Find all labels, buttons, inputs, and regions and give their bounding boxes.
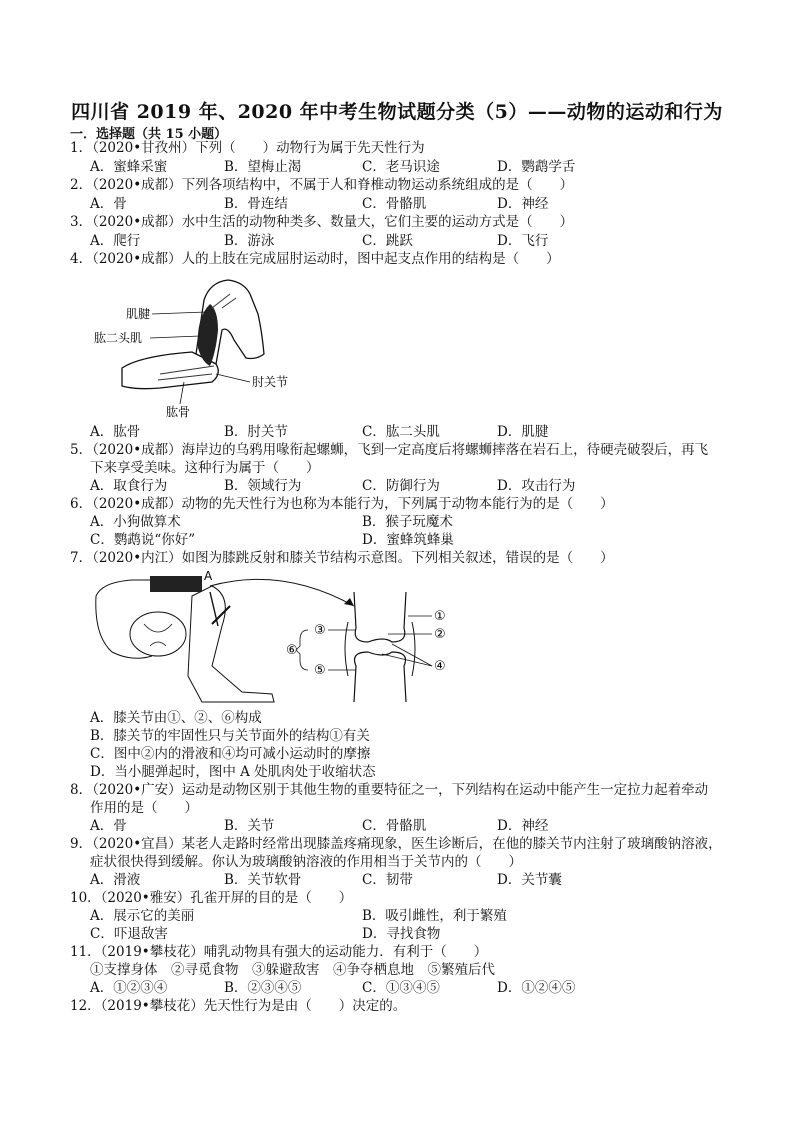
- q6-option-a: A．小狗做算术: [90, 514, 181, 530]
- question-4-stem: 4．（2020•成都）人的上肢在完成屈肘运动时，图中起支点作用的结构是（ ）: [70, 251, 560, 267]
- q2-option-a: A．骨: [90, 196, 127, 212]
- q5-option-b: B．领域行为: [224, 478, 302, 494]
- label-elbow: 肘关节: [252, 375, 289, 389]
- label-tendon: 肌腱: [126, 307, 151, 321]
- q4-option-a: A．肱骨: [90, 424, 141, 440]
- label-4: ④: [434, 659, 446, 674]
- question-5-stem-line1: 5．（2020•成都）海岸边的乌鸦用喙衔起螺蛳，飞到一定高度后将螺蛳摔落在岩石上，待硬壳破裂后，再飞: [70, 442, 709, 458]
- q11-option-d: D．①②④⑤: [497, 980, 576, 996]
- q10-option-a: A．展示它的美丽: [90, 908, 195, 924]
- question-12-stem: 12．（2019•攀枝花）先天性行为是由（ ）决定的。: [70, 998, 407, 1014]
- question-9-stem-line1: 9．（2020•宜昌）某老人走路时经常出现膝盖疼痛现象，医生诊断后，在他的膝关节内注射了玻璃酸钠溶液，: [70, 836, 722, 852]
- q11-items: ①支撑身体 ②寻觅食物 ③躲避敌害 ④争夺栖息地 ⑤繁殖后代: [90, 962, 495, 978]
- q10-option-b: B．吸引雌性，利于繁殖: [362, 908, 507, 924]
- question-10-stem: 10．（2020•雅安）孔雀开屏的目的是（ ）: [70, 890, 353, 906]
- page-title: 四川省 2019 年、2020 年中考生物试题分类（5）——动物的运动和行为: [71, 101, 723, 123]
- question-11-stem: 11．（2019•攀枝花）哺乳动物具有强大的运动能力．有利于（ ）: [70, 944, 488, 960]
- q3-option-c: C．跳跃: [362, 233, 413, 249]
- label-3: ③: [314, 623, 326, 638]
- q2-option-c: C．骨骼肌: [362, 196, 427, 212]
- label-biceps: 肱二头肌: [94, 331, 143, 345]
- label-5: ⑤: [314, 663, 326, 678]
- q6-option-c: C．鹦鹉说“你好”: [90, 532, 196, 548]
- q8-option-b: B．关节: [224, 818, 275, 834]
- label-2: ②: [434, 627, 446, 642]
- q7-option-b: B．膝关节的牢固性只与关节面外的结构①有关: [90, 728, 370, 744]
- question-1-stem: 1．（2020•甘孜州）下列（ ）动物行为属于先天性行为: [70, 140, 425, 156]
- label-1: ①: [434, 609, 446, 624]
- arm-muscle-diagram: [94, 270, 320, 422]
- q9-option-a: A．滑液: [90, 872, 141, 888]
- question-2-stem: 2．（2020•成都）下列各项结构中，不属于人和脊椎动物运动系统组成的是（ ）: [70, 177, 574, 193]
- q5-option-c: C．防御行为: [362, 478, 440, 494]
- q7-option-a: A．膝关节由①、②、⑥构成: [90, 710, 262, 726]
- q6-option-b: B．猴子玩魔术: [362, 514, 453, 530]
- q5-option-d: D．攻击行为: [497, 478, 576, 494]
- q1-option-d: D．鹦鹉学舌: [497, 159, 576, 175]
- q7-option-d: D．当小腿弹起时，图中 A 处肌肉处于收缩状态: [90, 764, 376, 780]
- q8-option-d: D．神经: [497, 818, 549, 834]
- q8-option-a: A．骨: [90, 818, 127, 834]
- question-9-stem-line2: 症状很快得到缓解。你认为玻璃酸钠溶液的作用相当于关节内的（ ）: [90, 854, 522, 870]
- question-8-stem-line2: 作用的是（ ）: [90, 800, 198, 816]
- q8-option-c: C．骨骼肌: [362, 818, 427, 834]
- q6-option-d: D．蜜蜂筑蜂巢: [362, 532, 454, 548]
- q11-option-b: B．②③④⑤: [224, 980, 302, 996]
- question-5-stem-line2: 下来享受美味。这种行为属于（ ）: [90, 460, 320, 476]
- q9-option-c: C．韧带: [362, 872, 413, 888]
- q2-option-b: B．骨连结: [224, 196, 288, 212]
- label-a: A: [204, 569, 213, 583]
- q7-option-c: C．图中②内的滑液和④均可减小运动时的摩擦: [90, 746, 371, 762]
- q2-option-d: D．神经: [497, 196, 549, 212]
- q5-option-a: A．取食行为: [90, 478, 168, 494]
- q3-option-a: A．爬行: [90, 233, 141, 249]
- q3-option-b: B．游泳: [224, 233, 275, 249]
- q3-option-d: D．飞行: [497, 233, 549, 249]
- knee-joint-diagram: [92, 566, 472, 708]
- q10-option-c: C．吓退敌害: [90, 926, 168, 942]
- q1-option-b: B．望梅止渴: [224, 159, 302, 175]
- q9-option-b: B．关节软骨: [224, 872, 302, 888]
- question-3-stem: 3．（2020•成都）水中生活的动物种类多、数量大，它们主要的运动方式是（ ）: [70, 214, 574, 230]
- q4-option-b: B．肘关节: [224, 424, 288, 440]
- question-8-stem-line1: 8．（2020•广安）运动是动物区别于其他生物的重要特征之一，下列结构在运动中能产生一定拉力起着牵动: [70, 782, 709, 798]
- question-6-stem: 6．（2020•成都）动物的先天性行为也称为本能行为，下列属于动物本能行为的是（ ）: [70, 496, 614, 512]
- q11-option-a: A．①②③④: [90, 980, 168, 996]
- label-humerus: 肱骨: [166, 405, 191, 419]
- q10-option-d: D．寻找食物: [362, 926, 441, 942]
- q11-option-c: C．①③④⑤: [362, 980, 440, 996]
- question-7-stem: 7．（2020•内江）如图为膝跳反射和膝关节结构示意图。下列相关叙述，错误的是（ ）: [70, 550, 614, 566]
- label-6: ⑥: [286, 643, 298, 658]
- q9-option-d: D．关节囊: [497, 872, 562, 888]
- q4-option-c: C．肱二头肌: [362, 424, 440, 440]
- q4-option-d: D．肌腱: [497, 424, 549, 440]
- q1-option-c: C．老马识途: [362, 159, 440, 175]
- q1-option-a: A．蜜蜂采蜜: [90, 159, 168, 175]
- section-heading: 一．选择题（共 15 小题）: [70, 127, 228, 142]
